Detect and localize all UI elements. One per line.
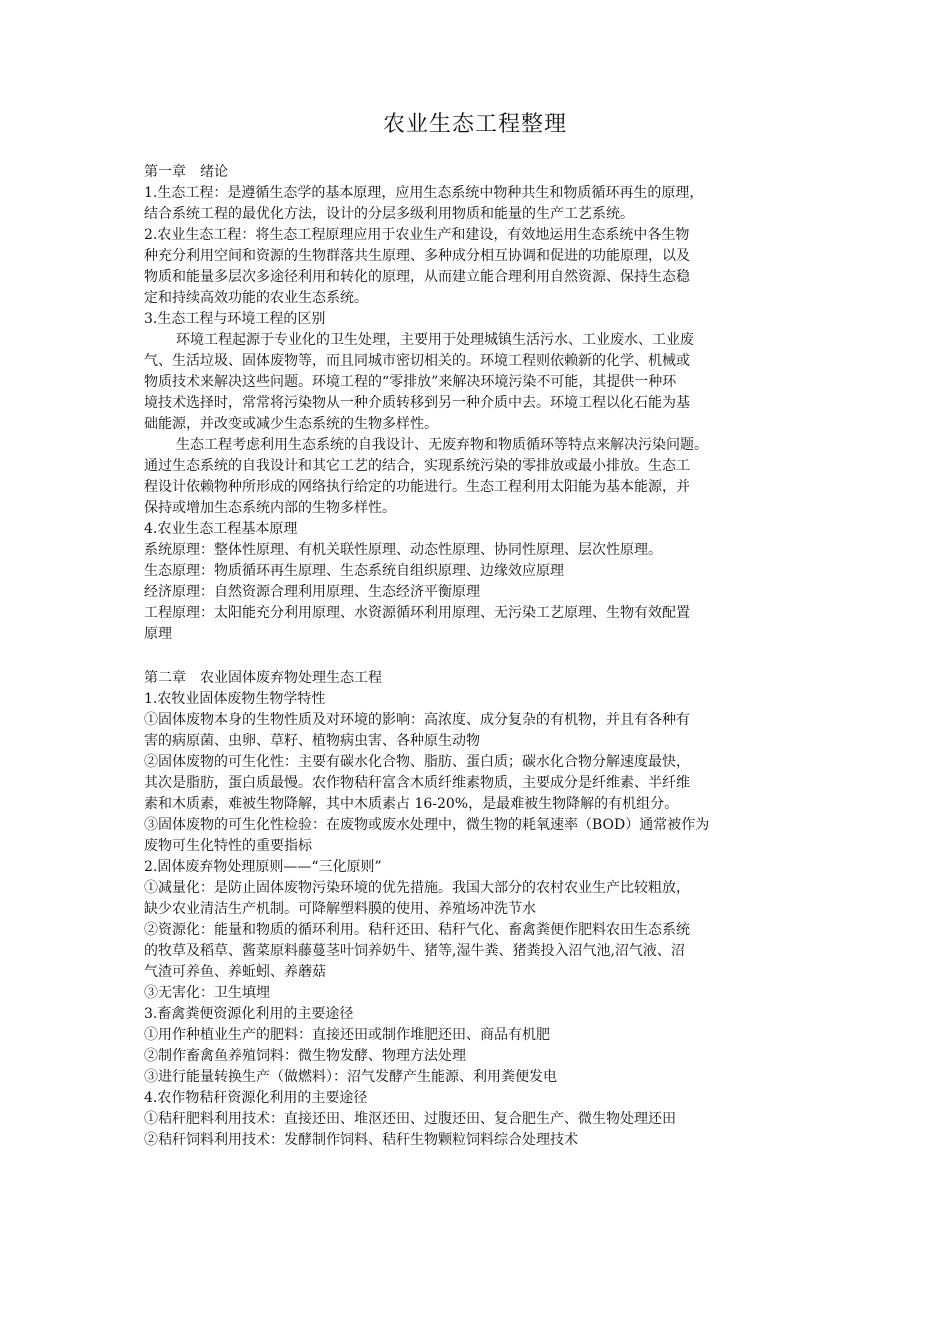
- paragraph-line: 害的病原菌、虫卵、草籽、植物病虫害、各种原生动物: [144, 733, 480, 749]
- paragraph-line: 程设计依赖物种所形成的网络执行给定的功能进行。生态工程利用太阳能为基本能源，并: [144, 479, 690, 495]
- paragraph-line: 经济原理：自然资源合理利用原理、生态经济平衡原理: [144, 584, 480, 600]
- section-spacer: [144, 645, 824, 668]
- document-title: 农业生态工程整理: [382, 112, 567, 137]
- paragraph-line: 环境工程起源于专业化的卫生处理，主要用于处理城镇生活污水、工业废水、工业废: [176, 332, 694, 348]
- paragraph-line: 物质技术来解决这些问题。环境工程的“零排放”来解决环境污染不可能，其提供一种环: [144, 374, 677, 390]
- paragraph-line: ①固体废物本身的生物性质及对环境的影响：高浓度、成分复杂的有机物，并且有各种有: [144, 712, 690, 728]
- paragraph-line: ②秸秆饲料利用技术：发酵制作饲料、秸秆生物颗粒饲料综合处理技术: [144, 1132, 578, 1148]
- paragraph-line: ②资源化：能量和物质的循环利用。秸秆还田、秸秆气化、畜禽粪便作肥料农田生态系统: [144, 922, 690, 938]
- section-heading: 4.农业生态工程基本原理: [144, 521, 298, 537]
- paragraph-line: ③无害化：卫生填埋: [144, 985, 270, 1001]
- paragraph-line: 缺少农业清洁生产机制。可降解塑料膜的使用、养殖场冲洗节水: [144, 901, 536, 917]
- paragraph-line: ①用作种植业生产的肥料：直接还田或制作堆肥还田、商品有机肥: [144, 1027, 550, 1043]
- paragraph-line: ①秸秆肥料利用技术：直接还田、堆沤还田、过腹还田、复合肥生产、微生物处理还田: [144, 1111, 676, 1127]
- paragraph-line: 2.农业生态工程：将生态工程原理应用于农业生产和建设，有效地运用生态系统中各生物: [144, 227, 690, 243]
- paragraph-line: ①减量化：是防止固体废物污染环境的优先措施。我国大部分的农村农业生产比较粗放，: [144, 880, 690, 896]
- paragraph-line: 境技术选择时，常常将污染物从一种介质转移到另一种介质中去。环境工程以化石能为基: [144, 395, 690, 411]
- paragraph-line: 工程原理：太阳能充分利用原理、水资源循环利用原理、无污染工艺原理、生物有效配置: [144, 605, 690, 621]
- paragraph-line: 系统原理：整体性原理、有机关联性原理、动态性原理、协同性原理、层次性原理。: [144, 542, 662, 558]
- paragraph-line: 气渣可养鱼、养蚯蚓、养蘑菇: [144, 964, 326, 980]
- paragraph-line: ③进行能量转换生产（做燃料）：沼气发酵产生能源、利用粪便发电: [144, 1069, 557, 1085]
- paragraph-line: 生态工程考虑利用生态系统的自我设计、无废弃物和物质循环等特点来解决污染问题。: [176, 437, 708, 453]
- paragraph-line: ②固体废物的可生化性：主要有碳水化合物、脂肪、蛋白质；碳水化合物分解速度最快，: [144, 754, 690, 770]
- section-heading: 2.固体废弃物处理原则——“三化原则”: [144, 859, 382, 875]
- paragraph-line: ②制作畜禽鱼养殖饲料：微生物发酵、物理方法处理: [144, 1048, 466, 1064]
- document-body: [144, 162, 824, 1151]
- section-heading: 3.畜禽粪便资源化利用的主要途径: [144, 1006, 354, 1022]
- chapter-2-heading: 第二章 农业固体废弃物处理生态工程: [144, 670, 382, 686]
- paragraph-line: 础能源，并改变或减少生态系统的生物多样性。: [144, 416, 438, 432]
- paragraph-line: 素和木质素，难被生物降解，其中木质素占 16-20%，是最难被生物降解的有机组分。: [144, 796, 679, 812]
- paragraph-line: 其次是脂肪，蛋白质最慢。农作物秸秆富含木质纤维素物质，主要成分是纤维素、半纤维: [144, 775, 690, 791]
- paragraph-line: 原理: [144, 626, 172, 642]
- paragraph-line: 物质和能量多层次多途径利用和转化的原理，从而建立能合理利用自然资源、保持生态稳: [144, 269, 690, 285]
- paragraph-line: 气、生活垃圾、固体废物等，而且同城市密切相关的。环境工程则依赖新的化学、机械或: [144, 353, 690, 369]
- paragraph-line: 1.生态工程：是遵循生态学的基本原理，应用生态系统中物种共生和物质循环再生的原理，: [144, 185, 704, 201]
- section-heading: 1.农牧业固体废物生物学特性: [144, 691, 326, 707]
- paragraph-line: 结合系统工程的最优化方法，设计的分层多级利用物质和能量的生产工艺系统。: [144, 206, 634, 222]
- paragraph-line: 种充分利用空间和资源的生物群落共生原理、多种成分相互协调和促进的功能原理，以及: [144, 248, 690, 264]
- section-heading: 4.农作物秸秆资源化利用的主要途径: [144, 1090, 368, 1106]
- paragraph-line: ③固体废物的可生化性检验：在废物或废水处理中，微生物的耗氧速率（BOD）通常被作为: [144, 817, 710, 833]
- chapter-1-heading: 第一章 绪论: [144, 164, 228, 180]
- section-heading: 3.生态工程与环境工程的区别: [144, 311, 326, 327]
- paragraph-line: 废物可生化特性的重要指标: [144, 838, 312, 854]
- paragraph-line: 定和持续高效功能的农业生态系统。: [144, 290, 368, 306]
- paragraph-line: 通过生态系统的自我设计和其它工艺的结合，实现系统污染的零排放或最小排放。生态工: [144, 458, 690, 474]
- paragraph-line: 保持或增加生态系统内部的生物多样性。: [144, 500, 396, 516]
- paragraph-line: 生态原理：物质循环再生原理、生态系统自组织原理、边缘效应原理: [144, 563, 564, 579]
- paragraph-line: 的牧草及稻草、酱菜原料藤蔓茎叶饲养奶牛、猪等,湿牛粪、猪粪投入沼气池,沼气液、沼: [144, 943, 685, 959]
